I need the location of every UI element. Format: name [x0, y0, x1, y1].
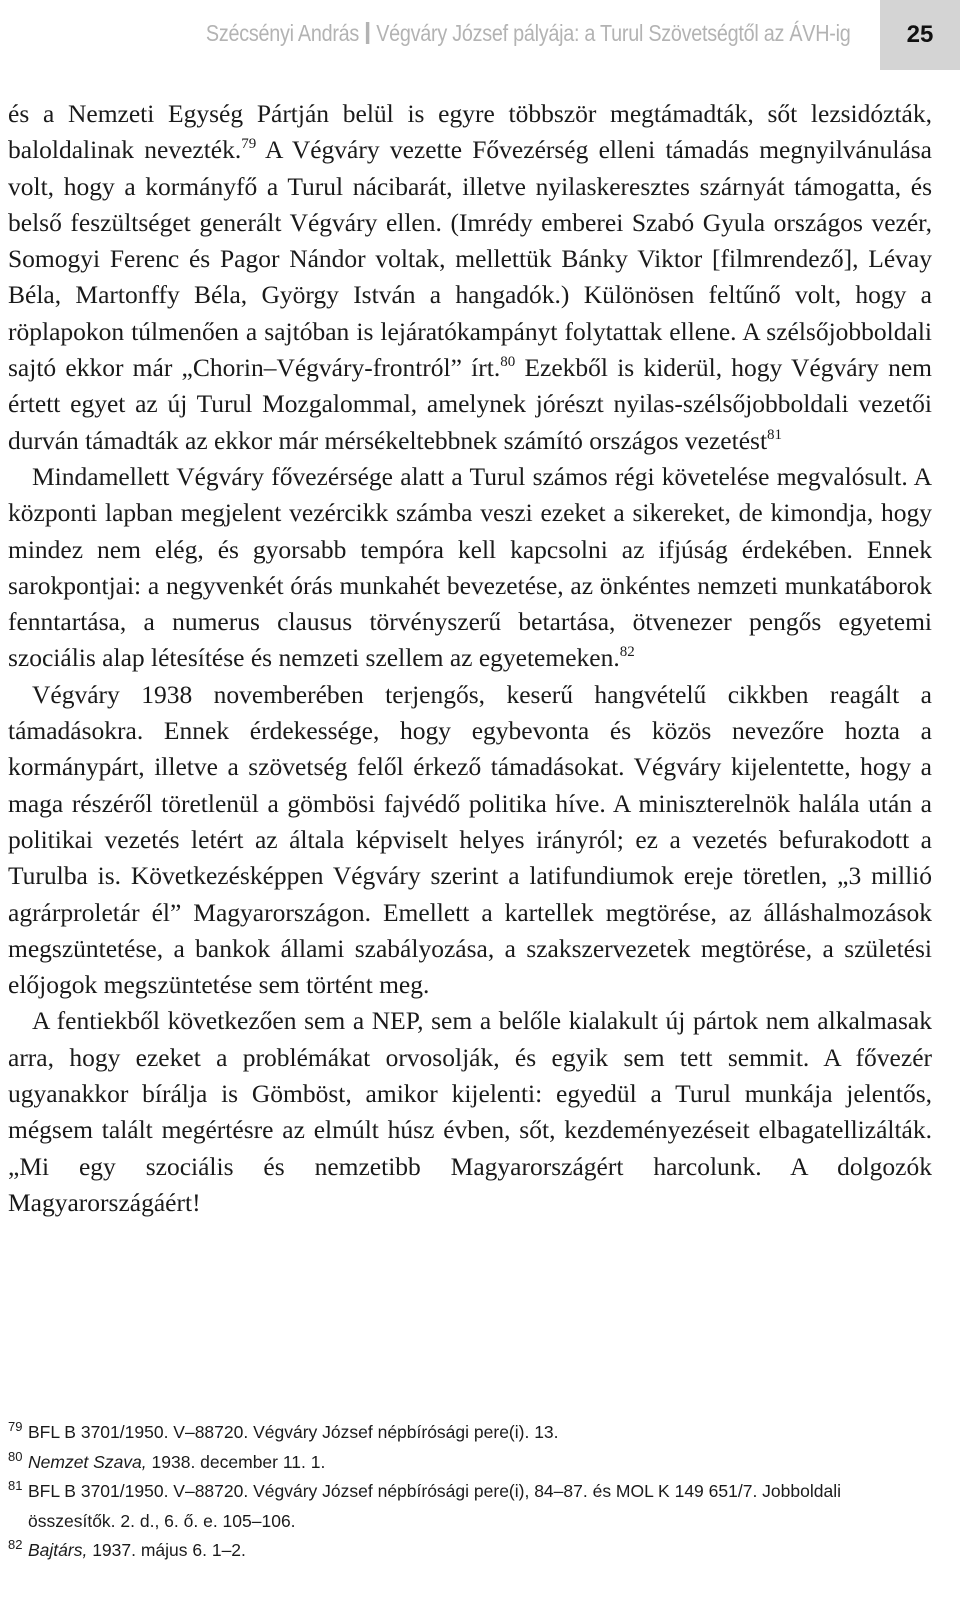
footnote-number: 82 [8, 1537, 23, 1552]
footnote-79 [8, 1418, 932, 1448]
footnote-82 [8, 1536, 932, 1566]
footnote-source-title: Bajtárs, [28, 1540, 88, 1560]
paragraph-text: Végváry 1938 novemberében terjengős, keserű hangvételű cikkben reagált a támadásokra. Ennek érdekessége, hogy egybevonta és közös nevezőre hozta a kormánypárt, illetve a szövetség felől érkező támadásokat. Végváry kijelentette, hogy a maga részéről töretlenül a gömbösi fajvédő politika híve. A miniszterelnök halála után a politikai vezetés letért az általa képviselt helyes irányról; ez a vezetés befurakodott a Turulba is. Következésképpen Végváry szerint a latifundiumok ereje töretlen, „3 millió agrárproletár él” Magyarországon. Emellett a kartellek megtörése, az álláshalmozások megszüntetése, a bankok állami szabályozása, a szakszervezetek megtörése, a születési előjogok megszüntetése sem történt meg. [8, 679, 932, 1000]
paragraph-text: A fentiekből következően sem a NEP, sem a belőle kialakult új pártok nem alkalmasak arra, hogy ezeket a problémákat orvosolják, és egyik sem tett semmit. A fővezér ugyanakkor bírálja is Gömböst, amikor kijelenti: egyedül a Turul munkája jelentős, mégsem talált megértésre az elmúlt húsz évben, sőt, kezdeményezéseit elbagatellizálták. „Mi egy szociális és nemzetibb Magyarországért harcolunk. A dolgozók Magyarországáért! [8, 1006, 932, 1217]
paragraph-4 [8, 1003, 932, 1221]
footnote-ref: 80 [500, 354, 516, 371]
footnote-text: 1937. május 6. 1–2. [87, 1540, 246, 1560]
paragraph-1 [8, 96, 932, 459]
footnote-number: 80 [8, 1448, 23, 1464]
footnote-number: 79 [8, 1419, 23, 1434]
footnote-ref: 82 [619, 644, 635, 661]
footnotes [8, 1418, 932, 1566]
footnote-80 [8, 1448, 932, 1478]
paragraph-text: Ezekből is kiderül, hogy Végváry nem értett egyet az új Turul Mozgalommal, amelynek jórészt nyilas-szélsőjobboldali vezetői durván támadták az ekkor már mérsékeltebbnek számító országos vezetést [8, 353, 932, 455]
footnote-ref: 81 [767, 426, 783, 443]
paragraph-2 [8, 459, 932, 677]
page-number: 25 [880, 0, 960, 70]
paragraph-3 [8, 677, 932, 1004]
paragraph-text: és a Nemzeti Egység Pártján belül is egyre többször megtámadták, sőt lezsidózták, baloldalinak nevezték. [8, 99, 932, 165]
footnote-number: 81 [8, 1478, 23, 1493]
page-header [0, 0, 960, 70]
running-head-title: Végváry József pályája: a Turul Szövetségtől az ÁVH-ig [375, 20, 850, 46]
footnote-text: 1938. december 11. 1. [146, 1451, 326, 1472]
footnote-text: BFL B 3701/1950. V–88720. Végváry József népbírósági pere(i). 13. [28, 1422, 559, 1442]
running-head-author: Szécsényi András [205, 20, 359, 46]
running-head [205, 20, 850, 47]
footnote-text: BFL B 3701/1950. V–88720. Végváry József népbírósági pere(i), 84–87. és MOL K 149 651/7. Jobboldali összesítők. 2. d., 6. ő. e. 105–106. [28, 1481, 841, 1531]
footnote-ref: 79 [241, 136, 257, 153]
footnote-source-title: Nemzet Szava, [28, 1451, 147, 1472]
footnote-81 [8, 1477, 932, 1536]
running-head-separator [365, 22, 368, 44]
body-text [8, 96, 932, 1221]
paragraph-text: Mindamellett Végváry fővezérsége alatt a Turul számos régi követelése megvalósult. A központi lapban megjelent vezércikk számba veszi ezeket a sikereket, de kimondja, hogy mindez nem elég, és gyorsabb tempóra kell kapcsolni az ifjúság érdekében. Ennek sarokpontjai: a negyvenkét órás munkahét bevezetése, az önkéntes nemzeti munkatáborok fenntartása, a numerus clausus törvényszerű betartása, ötvenezer pengős egyetemi szociális alap létesítése és nemzeti szellem az egyetemeken. [8, 461, 932, 673]
paragraph-text: A Végváry vezette Fővezérség elleni támadás megnyilvánulása volt, hogy a kormányfő a Turul nácibarát, illetve nyilaskeresztes szárnyát támogatta, és belső feszültséget generált Végváry ellen. (Imrédy emberei Szabó Gyula országos vezér, Somogyi Ferenc és Pagor Nándor voltak, mellettük Bánky Viktor [filmrendező], Lévay Béla, Martonffy Béla, György István a hangadók.) Különösen feltűnő volt, hogy a röplapokon túlmenően a sajtóban is lejáratókampányt folytattak ellene. A szélsőjobboldali sajtó ekkor már „Chorin–Végváry-frontról” írt. [8, 135, 932, 383]
